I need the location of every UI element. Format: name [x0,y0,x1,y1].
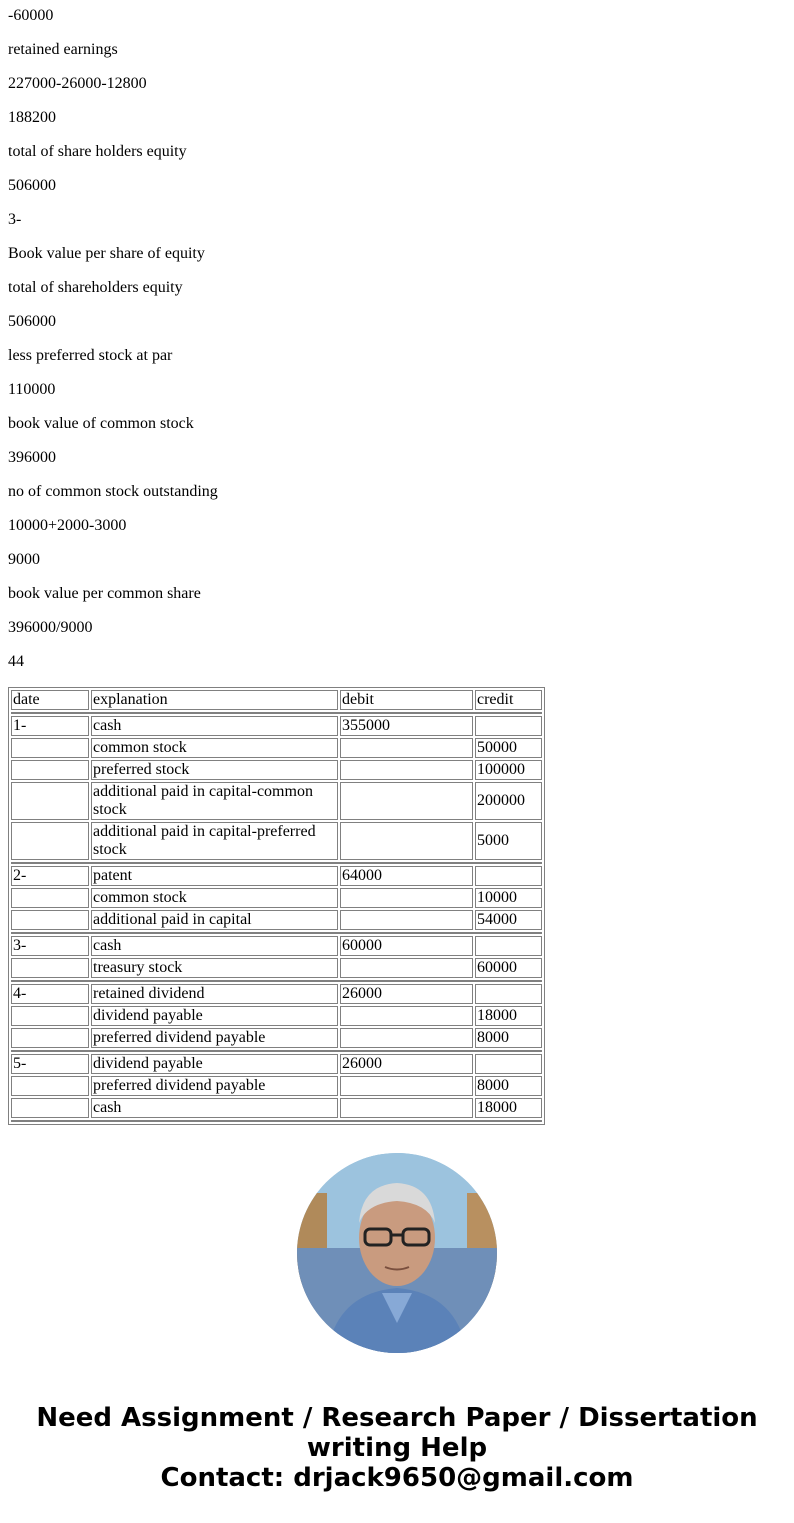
journal-entry-3 [11,932,542,978]
table-row [11,1054,542,1074]
text-line: 506000 [8,313,56,330]
cell-credit: 8000 [475,1028,542,1048]
cell-credit: 200000 [475,782,542,820]
cell-credit: 18000 [475,1098,542,1118]
journal-entries-table [8,687,545,1125]
cell-date [11,738,89,758]
promo-banner [0,1403,794,1493]
text-line: book value per common share [8,585,201,602]
author-avatar [297,1153,497,1353]
cell-debit [340,888,473,908]
cell-date [11,1098,89,1118]
header-credit: credit [475,690,542,710]
journal-entry-1 [11,712,542,860]
text-line: total of share holders equity [8,143,187,160]
cell-credit [475,936,542,956]
cell-date [11,822,89,860]
cell-debit: 355000 [340,716,473,736]
cell-debit: 64000 [340,866,473,886]
table-row [11,760,542,780]
journal-entry-4 [11,980,542,1048]
cell-date: 4- [11,984,89,1004]
journal-entry-2 [11,862,542,930]
table-row [11,888,542,908]
cell-debit [340,782,473,820]
cell-credit [475,866,542,886]
cell-date: 5- [11,1054,89,1074]
cell-date [11,782,89,820]
cell-explanation: preferred stock [91,760,338,780]
text-line: Book value per share of equity [8,245,205,262]
text-line: retained earnings [8,41,118,58]
cell-debit [340,760,473,780]
cell-explanation: preferred dividend payable [91,1076,338,1096]
cell-date [11,1006,89,1026]
cell-credit [475,984,542,1004]
header-date: date [11,690,89,710]
cell-explanation: additional paid in capital [91,910,338,930]
table-header-row [11,690,542,710]
cell-debit [340,1098,473,1118]
cell-credit [475,1054,542,1074]
promo-line-2: writing Help [306,1433,488,1463]
table-row [11,1006,542,1026]
cell-explanation: treasury stock [91,958,338,978]
cell-date: 1- [11,716,89,736]
cell-explanation: cash [91,936,338,956]
cell-credit: 100000 [475,760,542,780]
cell-explanation: dividend payable [91,1006,338,1026]
table-row [11,782,542,820]
cell-explanation: cash [91,1098,338,1118]
table-row [11,936,542,956]
text-line: 110000 [8,381,56,398]
cell-date [11,760,89,780]
text-line: 396000/9000 [8,619,93,636]
table-row [11,958,542,978]
promo-line-1: Need Assignment / Research Paper / Dissertation [36,1403,758,1433]
text-line: 227000-26000-12800 [8,75,147,92]
text-line: 9000 [8,551,40,568]
table-row [11,1076,542,1096]
text-line: 396000 [8,449,56,466]
text-line: no of common stock outstanding [8,483,218,500]
cell-credit: 50000 [475,738,542,758]
cell-credit: 5000 [475,822,542,860]
cell-date [11,1028,89,1048]
cell-credit: 18000 [475,1006,542,1026]
table-row [11,910,542,930]
table-row [11,738,542,758]
text-line: 188200 [8,109,56,126]
text-line: 10000+2000-3000 [8,517,127,534]
cell-explanation: common stock [91,888,338,908]
cell-explanation: preferred dividend payable [91,1028,338,1048]
cell-explanation: additional paid in capital-preferred stock [91,822,338,860]
cell-credit: 8000 [475,1076,542,1096]
cell-date [11,1076,89,1096]
cell-date [11,888,89,908]
table-row [11,1098,542,1118]
cell-debit [340,910,473,930]
cell-date [11,958,89,978]
table-row [11,716,542,736]
cell-debit [340,1028,473,1048]
text-line: 3- [8,211,22,228]
cell-credit: 54000 [475,910,542,930]
cell-explanation: patent [91,866,338,886]
cell-explanation: retained dividend [91,984,338,1004]
text-line: book value of common stock [8,415,194,432]
cell-explanation: cash [91,716,338,736]
cell-debit: 26000 [340,1054,473,1074]
cell-debit [340,1006,473,1026]
cell-date: 3- [11,936,89,956]
cell-debit [340,738,473,758]
cell-explanation: dividend payable [91,1054,338,1074]
cell-date [11,910,89,930]
text-line: 506000 [8,177,56,194]
cell-date: 2- [11,866,89,886]
cell-explanation: common stock [91,738,338,758]
table-row [11,1028,542,1048]
header-explanation: explanation [91,690,338,710]
cell-debit: 60000 [340,936,473,956]
cell-debit: 26000 [340,984,473,1004]
cell-explanation: additional paid in capital-common stock [91,782,338,820]
cell-debit [340,822,473,860]
cell-debit [340,958,473,978]
cell-debit [340,1076,473,1096]
table-row [11,984,542,1004]
cell-credit: 10000 [475,888,542,908]
text-line: total of shareholders equity [8,279,183,296]
text-line: less preferred stock at par [8,347,173,364]
journal-entry-5 [11,1050,542,1122]
cell-credit [475,716,542,736]
promo-contact: Contact: drjack9650@gmail.com [160,1463,634,1493]
table-row [11,822,542,860]
text-line: 44 [8,653,24,670]
text-line: -60000 [8,7,54,24]
header-debit: debit [340,690,473,710]
author-portrait-graphic [297,1153,497,1353]
table-row [11,866,542,886]
cell-credit: 60000 [475,958,542,978]
